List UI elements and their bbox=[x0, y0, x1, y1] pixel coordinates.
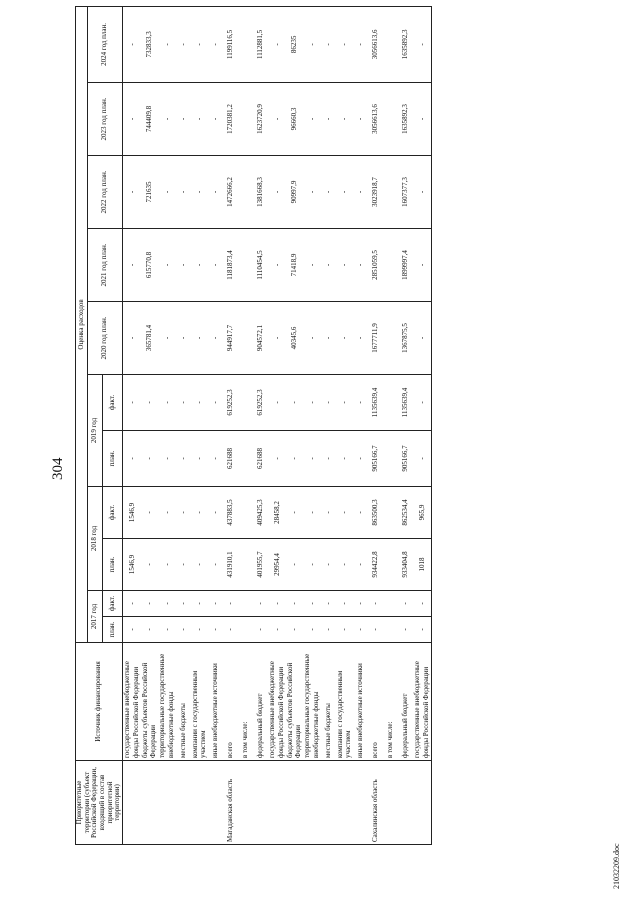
value-cell: - bbox=[191, 229, 209, 302]
value-cell: 86235 bbox=[286, 6, 304, 82]
value-cell: 862534,4 bbox=[398, 487, 413, 539]
value-cell: 1635892,3 bbox=[398, 83, 413, 156]
page-number: 304 bbox=[50, 457, 66, 480]
value-cell: - bbox=[321, 591, 336, 617]
value-cell: - bbox=[191, 617, 209, 643]
table-row bbox=[208, 6, 223, 844]
table-row bbox=[398, 6, 413, 844]
value-cell: 904572,1 bbox=[253, 302, 268, 375]
value-cell bbox=[238, 83, 253, 156]
value-cell bbox=[238, 6, 253, 82]
value-cell: 732833,3 bbox=[141, 6, 159, 82]
value-cell bbox=[238, 229, 253, 302]
value-cell bbox=[383, 375, 398, 431]
value-cell bbox=[238, 539, 253, 591]
value-cell: - bbox=[176, 302, 191, 375]
source-cell: федеральный бюджет bbox=[398, 643, 413, 761]
value-cell: - bbox=[158, 229, 176, 302]
value-cell: - bbox=[353, 539, 368, 591]
value-cell: - bbox=[413, 83, 431, 156]
territory-cell bbox=[191, 761, 209, 845]
value-cell: 1677711,9 bbox=[368, 302, 383, 375]
value-cell: - bbox=[321, 156, 336, 229]
value-cell: - bbox=[336, 229, 354, 302]
value-cell bbox=[383, 617, 398, 643]
value-cell: - bbox=[336, 617, 354, 643]
value-cell: - bbox=[208, 431, 223, 487]
value-cell: 1367875,5 bbox=[398, 302, 413, 375]
fact-2018-header: факт. bbox=[103, 487, 123, 539]
value-cell: - bbox=[321, 302, 336, 375]
value-cell bbox=[383, 156, 398, 229]
value-cell: - bbox=[208, 83, 223, 156]
value-cell: - bbox=[268, 431, 286, 487]
value-cell: - bbox=[158, 431, 176, 487]
value-cell: - bbox=[286, 375, 304, 431]
source-header: Источник финансирования bbox=[76, 643, 123, 761]
value-cell: - bbox=[208, 487, 223, 539]
table-row bbox=[383, 6, 398, 844]
value-cell: - bbox=[353, 487, 368, 539]
value-cell: 1472666,2 bbox=[223, 156, 238, 229]
value-cell: 619252,3 bbox=[253, 375, 268, 431]
territory-cell bbox=[158, 761, 176, 845]
value-cell: 1546,9 bbox=[123, 487, 141, 539]
value-cell: 96660,3 bbox=[286, 83, 304, 156]
value-cell: - bbox=[321, 229, 336, 302]
territory-cell bbox=[268, 761, 286, 845]
value-cell: - bbox=[286, 431, 304, 487]
territory-cell bbox=[303, 761, 321, 845]
value-cell: - bbox=[336, 591, 354, 617]
value-cell bbox=[383, 6, 398, 82]
value-cell: - bbox=[413, 6, 431, 82]
value-cell: - bbox=[123, 302, 141, 375]
value-cell: 905166,7 bbox=[368, 431, 383, 487]
value-cell: - bbox=[336, 375, 354, 431]
value-cell: - bbox=[303, 6, 321, 82]
year-2019-header: 2019 год bbox=[88, 375, 103, 487]
value-cell: - bbox=[158, 375, 176, 431]
value-cell: - bbox=[191, 302, 209, 375]
value-cell: - bbox=[268, 156, 286, 229]
value-cell: - bbox=[208, 539, 223, 591]
source-cell: всего bbox=[223, 643, 238, 761]
value-cell: 1199116,5 bbox=[223, 6, 238, 82]
value-cell: - bbox=[191, 591, 209, 617]
value-cell: 863500,3 bbox=[368, 487, 383, 539]
year-2018-header: 2018 год bbox=[88, 487, 103, 591]
value-cell: - bbox=[176, 375, 191, 431]
value-cell: - bbox=[268, 83, 286, 156]
source-cell: в том числе: bbox=[383, 643, 398, 761]
value-cell: - bbox=[413, 156, 431, 229]
value-cell: - bbox=[223, 591, 238, 617]
value-cell: - bbox=[336, 487, 354, 539]
year-2017-header: 2017 год bbox=[88, 591, 103, 643]
value-cell: - bbox=[268, 617, 286, 643]
territory-cell: Магаданская область bbox=[223, 761, 238, 845]
value-cell: 71418,9 bbox=[286, 229, 304, 302]
source-cell: федеральный бюджет bbox=[253, 643, 268, 761]
value-cell: - bbox=[303, 539, 321, 591]
value-cell: 90997,9 bbox=[286, 156, 304, 229]
territory-cell bbox=[141, 761, 159, 845]
value-cell: - bbox=[353, 302, 368, 375]
value-cell bbox=[238, 487, 253, 539]
source-cell: местные бюджеты bbox=[176, 643, 191, 761]
territory-cell bbox=[336, 761, 354, 845]
source-cell: компании с государственным участием bbox=[191, 643, 209, 761]
value-cell: - bbox=[158, 487, 176, 539]
table-row bbox=[191, 6, 209, 844]
value-cell: 944917,7 bbox=[223, 302, 238, 375]
table-row bbox=[123, 6, 141, 844]
value-cell: - bbox=[191, 487, 209, 539]
value-cell: 1381668,3 bbox=[253, 156, 268, 229]
source-cell: государственные внебюджетные фонды Российской Федерации bbox=[123, 643, 141, 761]
value-cell: 1546,9 bbox=[123, 539, 141, 591]
source-cell: иные внебюджетные источники bbox=[353, 643, 368, 761]
value-cell: 437883,5 bbox=[223, 487, 238, 539]
fact-2019-header: факт. bbox=[103, 375, 123, 431]
table-row bbox=[353, 6, 368, 844]
value-cell: - bbox=[303, 431, 321, 487]
table-row bbox=[321, 6, 336, 844]
value-cell bbox=[383, 229, 398, 302]
value-cell: - bbox=[191, 6, 209, 82]
territory-cell bbox=[321, 761, 336, 845]
value-cell bbox=[238, 591, 253, 617]
value-cell: - bbox=[336, 156, 354, 229]
value-cell: 1110454,5 bbox=[253, 229, 268, 302]
value-cell: - bbox=[336, 539, 354, 591]
value-cell: - bbox=[353, 431, 368, 487]
value-cell bbox=[383, 487, 398, 539]
value-cell: - bbox=[321, 487, 336, 539]
value-cell: - bbox=[158, 617, 176, 643]
value-cell: - bbox=[123, 156, 141, 229]
value-cell: 3056613,6 bbox=[368, 6, 383, 82]
territory-cell bbox=[353, 761, 368, 845]
value-cell bbox=[383, 302, 398, 375]
value-cell: - bbox=[321, 617, 336, 643]
value-cell: - bbox=[268, 229, 286, 302]
value-cell: - bbox=[208, 6, 223, 82]
value-cell: 1607377,3 bbox=[398, 156, 413, 229]
value-cell: - bbox=[321, 83, 336, 156]
value-cell bbox=[383, 431, 398, 487]
value-cell: - bbox=[303, 83, 321, 156]
territory-header: Приоритетные территории (субъект Российской Федерации, входящий в состав приоритетной территории) bbox=[76, 761, 123, 845]
value-cell: - bbox=[191, 539, 209, 591]
year-2022-header: 2022 год план. bbox=[88, 156, 123, 229]
value-cell: 619252,3 bbox=[223, 375, 238, 431]
value-cell: - bbox=[268, 6, 286, 82]
table-row bbox=[286, 6, 304, 844]
source-cell: бюджеты субъектов Российской Федерации bbox=[141, 643, 159, 761]
value-cell bbox=[383, 591, 398, 617]
source-cell: компании с государственным участием bbox=[336, 643, 354, 761]
source-cell: государственные внебюджетные фонды Российской Федерации bbox=[413, 643, 431, 761]
value-cell bbox=[383, 539, 398, 591]
value-cell: - bbox=[303, 229, 321, 302]
year-2024-header: 2024 год план. bbox=[88, 6, 123, 82]
plan-2019-header: план. bbox=[103, 431, 123, 487]
value-cell: - bbox=[158, 591, 176, 617]
value-cell: - bbox=[336, 431, 354, 487]
value-cell: - bbox=[268, 591, 286, 617]
value-cell: - bbox=[353, 156, 368, 229]
value-cell: - bbox=[191, 431, 209, 487]
file-name-footer: 21032209.doc bbox=[612, 843, 621, 889]
source-cell: государственные внебюджетные фонды Российской Федерации bbox=[268, 643, 286, 761]
value-cell: 1720381,2 bbox=[223, 83, 238, 156]
value-cell: - bbox=[353, 375, 368, 431]
value-cell: - bbox=[253, 617, 268, 643]
territory-cell bbox=[398, 761, 413, 845]
value-cell: - bbox=[321, 431, 336, 487]
value-cell: - bbox=[268, 375, 286, 431]
value-cell: 29954,4 bbox=[268, 539, 286, 591]
value-cell: - bbox=[208, 302, 223, 375]
territory-cell bbox=[383, 761, 398, 845]
value-cell: 365781,4 bbox=[141, 302, 159, 375]
value-cell: - bbox=[286, 591, 304, 617]
value-cell: - bbox=[123, 375, 141, 431]
territory-cell bbox=[253, 761, 268, 845]
value-cell: 1635892,3 bbox=[398, 6, 413, 82]
value-cell: - bbox=[141, 431, 159, 487]
table-row bbox=[238, 6, 253, 844]
plan-2017-header: план. bbox=[103, 617, 123, 643]
value-cell: - bbox=[123, 229, 141, 302]
value-cell: - bbox=[123, 431, 141, 487]
value-cell: - bbox=[176, 229, 191, 302]
value-cell: - bbox=[321, 539, 336, 591]
value-cell: - bbox=[176, 83, 191, 156]
value-cell: - bbox=[353, 6, 368, 82]
estimate-header: Оценка расходов bbox=[76, 6, 88, 642]
value-cell: - bbox=[286, 487, 304, 539]
value-cell: 621688 bbox=[223, 431, 238, 487]
value-cell: - bbox=[303, 375, 321, 431]
value-cell bbox=[238, 431, 253, 487]
value-cell: - bbox=[413, 375, 431, 431]
value-cell: - bbox=[158, 6, 176, 82]
value-cell: 1135639,4 bbox=[368, 375, 383, 431]
value-cell: - bbox=[176, 6, 191, 82]
territory-cell bbox=[208, 761, 223, 845]
value-cell: 1899997,4 bbox=[398, 229, 413, 302]
value-cell: - bbox=[353, 617, 368, 643]
value-cell bbox=[238, 375, 253, 431]
territory-cell: Сахалинская область bbox=[368, 761, 383, 845]
value-cell: - bbox=[303, 487, 321, 539]
value-cell: - bbox=[413, 591, 431, 617]
table-row bbox=[223, 6, 238, 844]
value-cell: - bbox=[141, 591, 159, 617]
value-cell: - bbox=[141, 617, 159, 643]
value-cell: - bbox=[368, 591, 383, 617]
table-row bbox=[158, 6, 176, 844]
source-cell: всего bbox=[368, 643, 383, 761]
value-cell: - bbox=[303, 302, 321, 375]
value-cell: - bbox=[208, 375, 223, 431]
value-cell bbox=[238, 617, 253, 643]
value-cell: - bbox=[123, 591, 141, 617]
value-cell: - bbox=[286, 539, 304, 591]
value-cell: - bbox=[253, 591, 268, 617]
value-cell: 3056613,6 bbox=[368, 83, 383, 156]
value-cell: - bbox=[123, 83, 141, 156]
table-row bbox=[141, 6, 159, 844]
value-cell: 28458,2 bbox=[268, 487, 286, 539]
year-2021-header: 2021 год план. bbox=[88, 229, 123, 302]
value-cell: - bbox=[191, 375, 209, 431]
value-cell: 1181873,4 bbox=[223, 229, 238, 302]
value-cell bbox=[238, 302, 253, 375]
value-cell: 1623720,9 bbox=[253, 83, 268, 156]
value-cell: 431910,1 bbox=[223, 539, 238, 591]
table-row bbox=[176, 6, 191, 844]
table-row bbox=[336, 6, 354, 844]
value-cell: - bbox=[158, 156, 176, 229]
source-cell: бюджеты субъектов Российской Федерации bbox=[286, 643, 304, 761]
value-cell: 934422,8 bbox=[368, 539, 383, 591]
value-cell: 744409,8 bbox=[141, 83, 159, 156]
value-cell: - bbox=[286, 617, 304, 643]
value-cell: - bbox=[353, 83, 368, 156]
source-cell: в том числе: bbox=[238, 643, 253, 761]
value-cell: - bbox=[353, 591, 368, 617]
value-cell: - bbox=[321, 375, 336, 431]
value-cell: - bbox=[176, 539, 191, 591]
value-cell: - bbox=[368, 617, 383, 643]
value-cell: - bbox=[141, 539, 159, 591]
value-cell: - bbox=[336, 302, 354, 375]
value-cell: 965,9 bbox=[413, 487, 431, 539]
territory-cell bbox=[413, 761, 431, 845]
value-cell: - bbox=[208, 156, 223, 229]
value-cell: - bbox=[158, 539, 176, 591]
value-cell: - bbox=[336, 83, 354, 156]
table-row bbox=[413, 6, 431, 844]
value-cell: - bbox=[398, 617, 413, 643]
table-body bbox=[123, 6, 432, 844]
year-2023-header: 2023 год план. bbox=[88, 83, 123, 156]
value-cell: 3023918,7 bbox=[368, 156, 383, 229]
value-cell: - bbox=[413, 617, 431, 643]
value-cell: - bbox=[413, 302, 431, 375]
value-cell: - bbox=[303, 156, 321, 229]
value-cell: - bbox=[158, 83, 176, 156]
value-cell: - bbox=[123, 617, 141, 643]
value-cell: - bbox=[176, 617, 191, 643]
value-cell: - bbox=[208, 617, 223, 643]
territory-cell bbox=[238, 761, 253, 845]
value-cell: - bbox=[413, 229, 431, 302]
value-cell: - bbox=[176, 156, 191, 229]
value-cell: 615770,8 bbox=[141, 229, 159, 302]
territory-cell bbox=[176, 761, 191, 845]
fact-2017-header: факт. bbox=[103, 591, 123, 617]
value-cell: 905166,7 bbox=[398, 431, 413, 487]
value-cell: - bbox=[208, 229, 223, 302]
value-cell: - bbox=[191, 83, 209, 156]
expenses-table bbox=[75, 6, 432, 845]
value-cell: - bbox=[191, 156, 209, 229]
value-cell: - bbox=[208, 591, 223, 617]
value-cell: - bbox=[176, 431, 191, 487]
value-cell: - bbox=[303, 591, 321, 617]
value-cell: - bbox=[223, 617, 238, 643]
value-cell: - bbox=[158, 302, 176, 375]
value-cell: 1135639,4 bbox=[398, 375, 413, 431]
source-cell: территориальные государственные внебюджетные фонды bbox=[158, 643, 176, 761]
value-cell: 933404,8 bbox=[398, 539, 413, 591]
value-cell bbox=[383, 83, 398, 156]
value-cell: 721635 bbox=[141, 156, 159, 229]
value-cell: - bbox=[176, 591, 191, 617]
table-header bbox=[76, 6, 123, 844]
source-cell: местные бюджеты bbox=[321, 643, 336, 761]
value-cell: - bbox=[141, 487, 159, 539]
source-cell: иные внебюджетные источники bbox=[208, 643, 223, 761]
table-row bbox=[268, 6, 286, 844]
value-cell: 40345,6 bbox=[286, 302, 304, 375]
value-cell: 409425,3 bbox=[253, 487, 268, 539]
value-cell: - bbox=[398, 591, 413, 617]
source-cell: территориальные государственные внебюджетные фонды bbox=[303, 643, 321, 761]
value-cell: 1018 bbox=[413, 539, 431, 591]
value-cell: - bbox=[176, 487, 191, 539]
table-row bbox=[303, 6, 321, 844]
value-cell: - bbox=[303, 617, 321, 643]
value-cell: - bbox=[413, 431, 431, 487]
table-row bbox=[368, 6, 383, 844]
value-cell: - bbox=[268, 302, 286, 375]
value-cell: - bbox=[336, 6, 354, 82]
plan-2018-header: план. bbox=[103, 539, 123, 591]
value-cell: 1112881,5 bbox=[253, 6, 268, 82]
value-cell: - bbox=[141, 375, 159, 431]
value-cell: - bbox=[353, 229, 368, 302]
territory-cell bbox=[286, 761, 304, 845]
value-cell: 621688 bbox=[253, 431, 268, 487]
table-row bbox=[253, 6, 268, 844]
value-cell bbox=[238, 156, 253, 229]
territory-cell bbox=[123, 761, 141, 845]
value-cell: - bbox=[123, 6, 141, 82]
value-cell: 401955,7 bbox=[253, 539, 268, 591]
year-2020-header: 2020 год план. bbox=[88, 302, 123, 375]
value-cell: - bbox=[321, 6, 336, 82]
value-cell: 2851059,5 bbox=[368, 229, 383, 302]
